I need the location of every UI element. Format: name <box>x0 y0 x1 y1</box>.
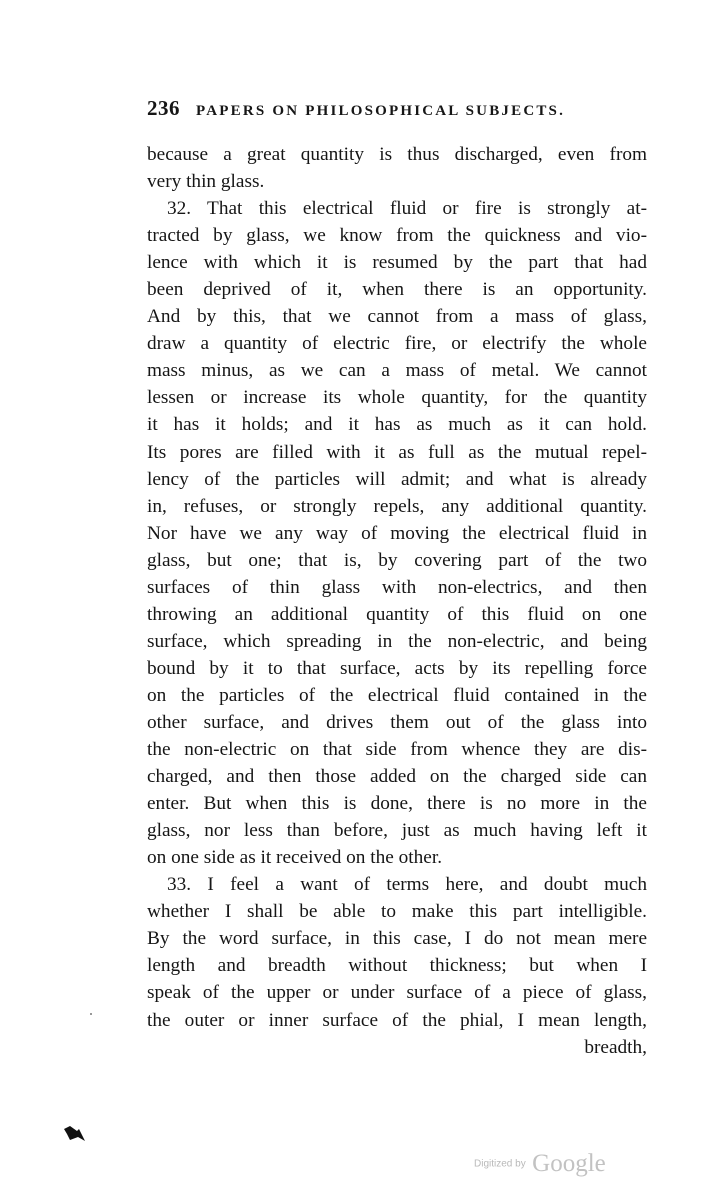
text-line: mass minus, as we can a mass of metal. We cannot <box>147 360 647 382</box>
text-line: By the word surface, in this case, I do not mean mere <box>147 928 647 950</box>
text-line: surface, which spreading in the non-electric, and being <box>147 630 647 652</box>
text-line: on one side as it received on the other. <box>147 847 443 869</box>
text-line: whether I shall be able to make this part intelligible. <box>147 901 647 923</box>
text-line: surfaces of thin glass with non-electrics, and then <box>147 576 647 598</box>
text-line: very thin glass. <box>147 171 265 193</box>
page-number: 236 <box>147 96 180 120</box>
text-line: Its pores are filled with it as full as the mutual repel- <box>147 441 647 463</box>
running-title: PAPERS ON PHILOSOPHICAL SUBJECTS. <box>196 103 566 119</box>
text-line: charged, and then those added on the charged side can <box>147 766 647 788</box>
text-line: speak of the upper or under surface of a piece of glass, <box>147 982 647 1004</box>
body-text <box>147 141 647 1061</box>
text-line: lessen or increase its whole quantity, for the quantity <box>147 387 647 409</box>
digitized-by-label: Digitized by <box>474 1158 526 1170</box>
text-line: enter. But when this is done, there is no more in the <box>147 793 647 815</box>
text-line: glass, nor less than before, just as much having left it <box>147 820 647 842</box>
text-line: length and breadth without thickness; but when I <box>147 955 647 977</box>
text-line: in, refuses, or strongly repels, any additional quantity. <box>147 495 647 517</box>
text-line: it has it holds; and it has as much as it can hold. <box>147 414 647 436</box>
text-line: glass, but one; that is, by covering part of the two <box>147 549 647 571</box>
text-line: other surface, and drives them out of the glass into <box>147 711 647 733</box>
google-logo: Google <box>532 1150 606 1177</box>
page-header <box>147 96 647 126</box>
text-line: lence with which it is resumed by the part that had <box>147 252 647 274</box>
text-line-paragraph-32: 32. That this electrical fluid or fire is strongly at- <box>167 198 647 220</box>
text-line: the outer or inner surface of the phial, I mean length, <box>147 1009 647 1031</box>
scan-speck <box>90 1013 92 1015</box>
text-line: the non-electric on that side from whence they are dis- <box>147 739 647 761</box>
text-line: because a great quantity is thus discharged, even from <box>147 144 647 165</box>
text-line-paragraph-33: 33. I feel a want of terms here, and doubt much <box>167 874 647 896</box>
text-line: throwing an additional quantity of this fluid on one <box>147 603 647 625</box>
scan-artifact-icon <box>64 1126 86 1142</box>
text-line: bound by it to that surface, acts by its repelling force <box>147 657 647 679</box>
text-line: And by this, that we cannot from a mass of glass, <box>147 306 647 328</box>
text-line: lency of the particles will admit; and what is already <box>147 468 647 490</box>
digitized-watermark <box>474 1150 606 1178</box>
text-line: draw a quantity of electric fire, or electrify the whole <box>147 333 647 355</box>
text-line: tracted by glass, we know from the quickness and vio- <box>147 225 647 247</box>
text-line: Nor have we any way of moving the electrical fluid in <box>147 522 647 544</box>
text-line: been deprived of it, when there is an opportunity. <box>147 279 647 301</box>
catchword: breadth, <box>584 1036 647 1058</box>
text-line: on the particles of the electrical fluid contained in the <box>147 684 647 706</box>
